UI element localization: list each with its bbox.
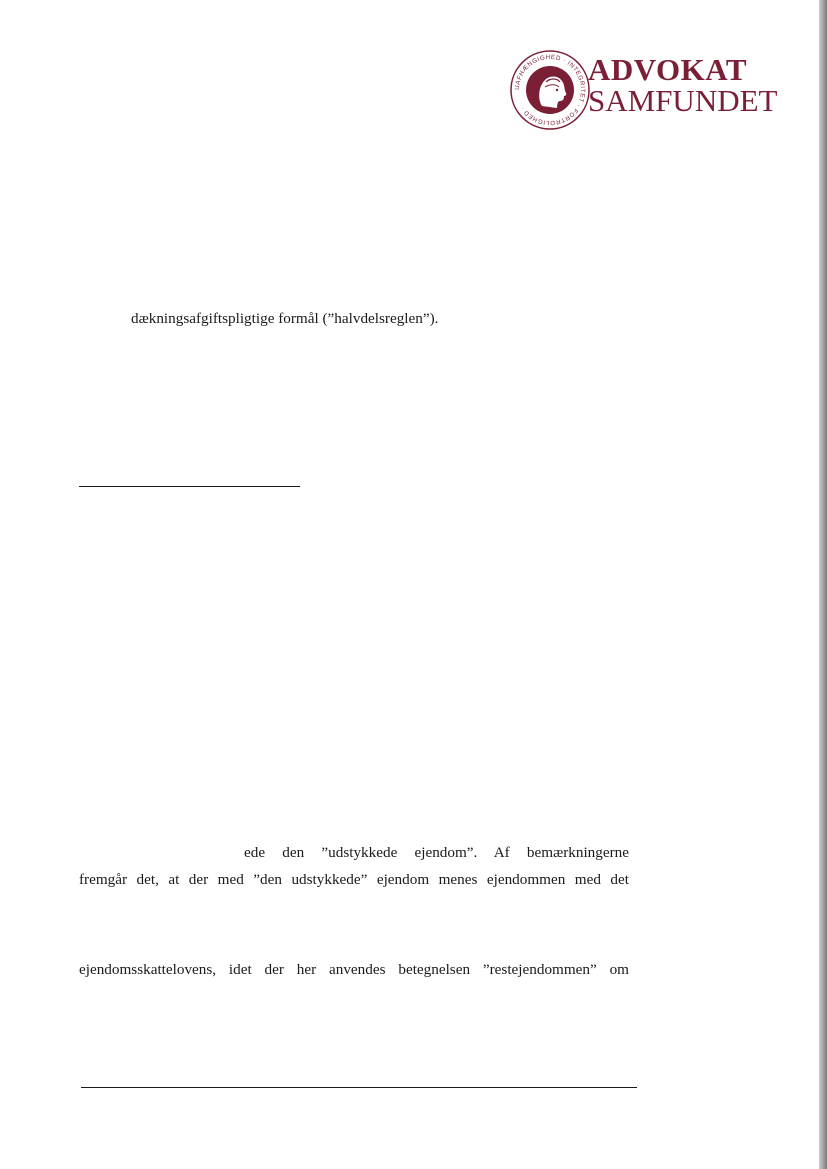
footer-rule bbox=[81, 1087, 637, 1088]
footnote-separator bbox=[79, 486, 300, 487]
seal-icon bbox=[508, 48, 592, 132]
seal-text: UAFHÆNGIGHED · INTEGRITET · FORTROLIGHED · bbox=[513, 53, 587, 127]
logo-wordmark bbox=[588, 54, 777, 116]
logo-word-advokat: ADVOKAT bbox=[588, 52, 748, 87]
page-edge-shadow bbox=[819, 0, 827, 1169]
body-text-line: ejendomsskattelovens, idet der her anvendes betegnelsen ”restejendommen” om bbox=[79, 961, 629, 978]
advokatsamfundet-logo bbox=[508, 48, 788, 140]
logo-word-samfundet: SAMFUNDET bbox=[588, 83, 778, 118]
body-text-line: fremgår det, at der med ”den udstykkede” ejendom menes ejendommen med det bbox=[79, 871, 629, 888]
body-text-line: ede den ”udstykkede ejendom”. Af bemærkningerne bbox=[244, 844, 629, 861]
body-text-line: dækningsafgiftspligtige formål (”halvdelsreglen”). bbox=[131, 310, 439, 327]
